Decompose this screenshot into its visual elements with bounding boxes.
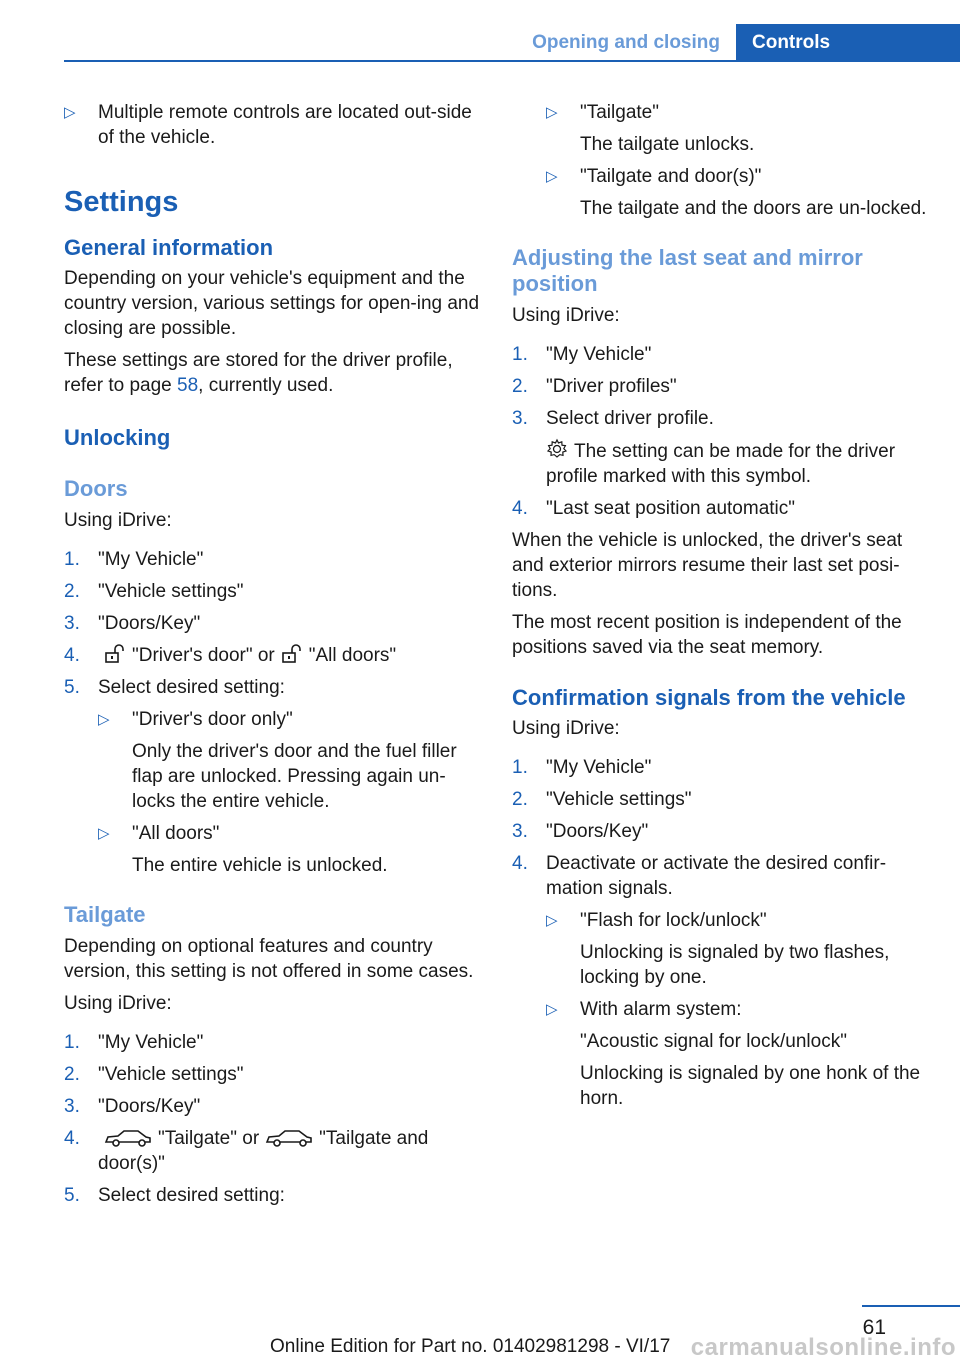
list-item: 4. "Driver's door" or "All doors" <box>64 645 397 666</box>
heading-tailgate: Tailgate <box>64 902 146 927</box>
heading-general-information: General information <box>64 235 274 260</box>
using-idrive-label: Using iDrive: <box>512 305 620 326</box>
unlock-padlock-icon <box>104 644 126 664</box>
list-item: 1. "My Vehicle" <box>64 549 204 570</box>
page-number: 61 <box>862 1316 886 1339</box>
list-item: 2. "Driver profiles" <box>512 376 677 397</box>
triangle-bullet-icon: ▷ <box>98 711 110 728</box>
triangle-bullet-icon: ▷ <box>546 1001 558 1018</box>
list-item: ▷ "Tailgate and door(s)" The tailgate and the doors are un-locked. <box>546 166 927 219</box>
footer-rule <box>862 1305 960 1307</box>
list-item: 2. "Vehicle settings" <box>512 789 692 810</box>
paragraph: These settings are stored for the driver profile, refer to page 58, currently used. <box>64 350 453 396</box>
list-item: 3. "Doors/Key" <box>64 613 201 634</box>
using-idrive-label: Using iDrive: <box>64 993 172 1014</box>
edition-note: Online Edition for Part no. 01402981298 - VI/17 <box>270 1336 671 1357</box>
heading-doors: Doors <box>64 476 128 501</box>
right-column <box>512 100 934 1118</box>
list-item: 3. "Doors/Key" <box>512 821 649 842</box>
list-item: 5. Select desired setting: <box>64 1185 285 1206</box>
using-idrive-label: Using iDrive: <box>512 718 620 739</box>
triangle-bullet-icon: ▷ <box>546 104 558 121</box>
heading-unlocking: Unlocking <box>64 425 171 450</box>
heading-confirmation-signals: Confirmation signals from the vehicle <box>512 685 906 710</box>
header-section-title: Opening and closing <box>532 32 720 53</box>
tailgate-steps <box>64 1030 484 1208</box>
using-idrive-label: Using iDrive: <box>64 510 172 531</box>
triangle-bullet-icon: ▷ <box>546 168 558 185</box>
list-item: 2. "Vehicle settings" <box>64 581 244 602</box>
watermark: carmanualsonline.info <box>690 1334 956 1361</box>
car-tailgate-icon <box>104 1127 152 1147</box>
list-item: ▷ With alarm system: "Acoustic signal for lock/unlock" Unlocking is signaled by one honk of the horn. <box>546 999 921 1109</box>
confirmation-steps <box>512 755 934 1111</box>
driver-profile-gear-icon <box>546 438 568 460</box>
list-item: 4. Deactivate or activate the desired confir-mation signals. ▷ "Flash for lock/unlock" Unlocking is signaled by two flashes, locking by one. ▷ With alarm system: "Acoustic signal for lock/unlock" Unlocking is signaled by one honk of the horn. <box>512 851 934 1111</box>
page-header <box>64 24 960 62</box>
triangle-bullet-icon: ▷ <box>546 912 558 929</box>
car-tailgate-doors-icon <box>265 1127 313 1147</box>
list-item: ▷ "Driver's door only" Only the driver's door and the fuel filler flap are unlocked. Pressing again un-locks the entire vehicle. <box>98 709 457 812</box>
section-title-settings: Settings <box>64 186 179 218</box>
list-item: ▷ "Tailgate" The tailgate unlocks. <box>546 102 755 155</box>
list-item: 4. "Tailgate" or "Tailgate and door(s)" <box>64 1128 429 1174</box>
triangle-bullet-icon: ▷ <box>98 825 110 842</box>
header-rule <box>64 60 960 62</box>
doors-steps <box>64 547 484 878</box>
heading-seat-mirror: Adjusting the last seat and mirror position <box>512 245 863 296</box>
list-item: ▷ "All doors" The entire vehicle is unlocked. <box>98 823 388 876</box>
list-item: 4. "Last seat position automatic" <box>512 498 796 519</box>
list-item: 3. "Doors/Key" <box>64 1096 201 1117</box>
paragraph: The most recent position is independent of the positions saved via the seat memory. <box>512 612 902 658</box>
list-item: 2. "Vehicle settings" <box>64 1064 244 1085</box>
list-item: 3. Select driver profile. The setting can be made for the driver profile marked with this symbol. <box>512 408 896 487</box>
list-item: ▷ "Flash for lock/unlock" Unlocking is signaled by two flashes, locking by one. <box>546 910 890 988</box>
header-chapter-tab: Controls <box>736 24 960 62</box>
page-reference-link[interactable]: 58 <box>177 375 199 396</box>
list-item: 1. "My Vehicle" <box>512 344 652 365</box>
list-item: 1. "My Vehicle" <box>64 1032 204 1053</box>
seat-steps <box>512 342 934 521</box>
list-item: 1. "My Vehicle" <box>512 757 652 778</box>
paragraph: When the vehicle is unlocked, the driver's seat and exterior mirrors resume their last set posi-tions. <box>512 530 903 601</box>
left-column <box>64 100 484 1215</box>
paragraph: Depending on optional features and country version, this setting is not offered in some cases. <box>64 936 474 982</box>
triangle-bullet-icon: ▷ <box>64 104 76 121</box>
paragraph: Depending on your vehicle's equipment and the country version, various settings for open-ing and closing are possible. <box>64 268 480 339</box>
list-item: ▷ Multiple remote controls are located out-side of the vehicle. <box>64 102 472 148</box>
unlock-padlock-icon <box>281 644 303 664</box>
list-item: 5. Select desired setting: ▷ "Driver's door only" Only the driver's door and the fuel filler flap are unlocked. Pressing again un-locks the entire vehicle. ▷ "All doors" The entire vehicle is unlocked. <box>64 675 484 878</box>
